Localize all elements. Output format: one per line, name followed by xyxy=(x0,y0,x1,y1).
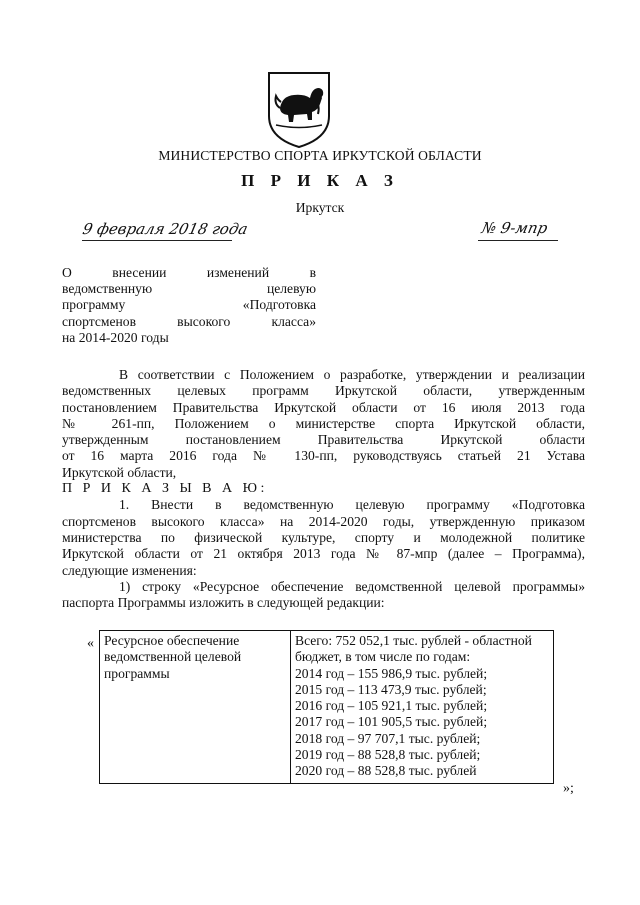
resource-line: 2017 год – 101 905,5 тыс. рублей; xyxy=(295,714,488,730)
item1-line: Иркутской области от 21 октября 2013 года № 87-мпр (далее – Программа), xyxy=(62,546,585,562)
city-label: Иркутск xyxy=(295,200,345,215)
resource-line: 2018 год – 97 707,1 тыс. рублей; xyxy=(295,730,481,746)
resource-line: бюджет, в том числе по годам: xyxy=(295,649,471,665)
resource-line: 2015 год – 113 473,9 тыс. рублей; xyxy=(295,681,487,697)
resource-line: 2019 год – 88 528,8 тыс. рублей; xyxy=(295,747,481,763)
resource-line: 2014 год – 155 986,9 тыс. рублей; xyxy=(295,665,488,681)
table-open-quote: « xyxy=(87,636,94,651)
table-close-quote: »; xyxy=(563,781,574,796)
coat-of-arms-emblem xyxy=(266,70,332,150)
subject-line: программу «Подготовка xyxy=(62,297,316,313)
item1-line: спортсменов высокого класса» на 2014-2020 годы, утвержденную приказом xyxy=(62,513,585,529)
preamble-line: от 16 марта 2016 года № 130-пп, руководствуясь статьей 21 Устава xyxy=(62,448,585,464)
item1-1-line: 1) строку «Ресурсное обеспечение ведомственной целевой программы» xyxy=(119,578,585,594)
item1-line: следующие изменения: xyxy=(62,562,197,578)
document-body xyxy=(62,367,585,611)
resource-line: Всего: 752 052,1 тыс. рублей - областной xyxy=(295,633,532,648)
item1-line: 1. Внести в ведомственную целевую программу «Подготовка xyxy=(119,497,585,513)
item1-line: министерства по физической культуре, спорту и молодежной политике xyxy=(62,529,585,545)
number-underline xyxy=(478,240,558,241)
table-row xyxy=(100,631,554,784)
handwritten-date: 9 февраля 2018 года xyxy=(81,220,250,238)
preamble-line: № 261-пп, Положением о министерстве спорта Иркутской области, xyxy=(62,415,585,431)
document-subject xyxy=(62,265,316,346)
subject-line: спортсменов высокого класса» xyxy=(62,313,316,329)
date-underline xyxy=(82,240,232,241)
resource-label-cell: Ресурсное обеспечение ведомственной целевой программы xyxy=(100,631,291,784)
item1-1-line: паспорта Программы изложить в следующей редакции: xyxy=(62,595,385,611)
resource-line: 2020 год – 88 528,8 тыс. рублей xyxy=(295,763,477,779)
order-word: П Р И К А З Ы В А Ю: xyxy=(62,481,268,497)
preamble-line: ведомственных целевых программ Иркутской области, утвержденным xyxy=(62,383,585,399)
subject-line: на 2014-2020 годы xyxy=(62,329,169,345)
ministry-title: МИНИСТЕРСТВО СПОРТА ИРКУТСКОЙ ОБЛАСТИ xyxy=(158,148,482,163)
resource-values-cell xyxy=(291,631,554,784)
preamble-line: постановлением Правительства Иркутской области от 16 июля 2013 года xyxy=(62,399,585,415)
handwritten-order-number: № 9-мпр xyxy=(480,219,550,237)
resource-table xyxy=(99,630,554,784)
subject-line: О внесении изменений в xyxy=(62,265,316,280)
preamble-line: утвержденным постановлением Правительства Иркутской области xyxy=(62,432,585,448)
resource-line: 2016 год – 105 921,1 тыс. рублей; xyxy=(295,698,488,714)
preamble-line: В соответствии с Положением о разработке, утверждении и реализации xyxy=(119,367,585,382)
document-type-title: П Р И К А З xyxy=(241,171,399,190)
preamble-line: Иркутской области, xyxy=(62,464,177,480)
subject-line: ведомственную целевую xyxy=(62,281,316,297)
